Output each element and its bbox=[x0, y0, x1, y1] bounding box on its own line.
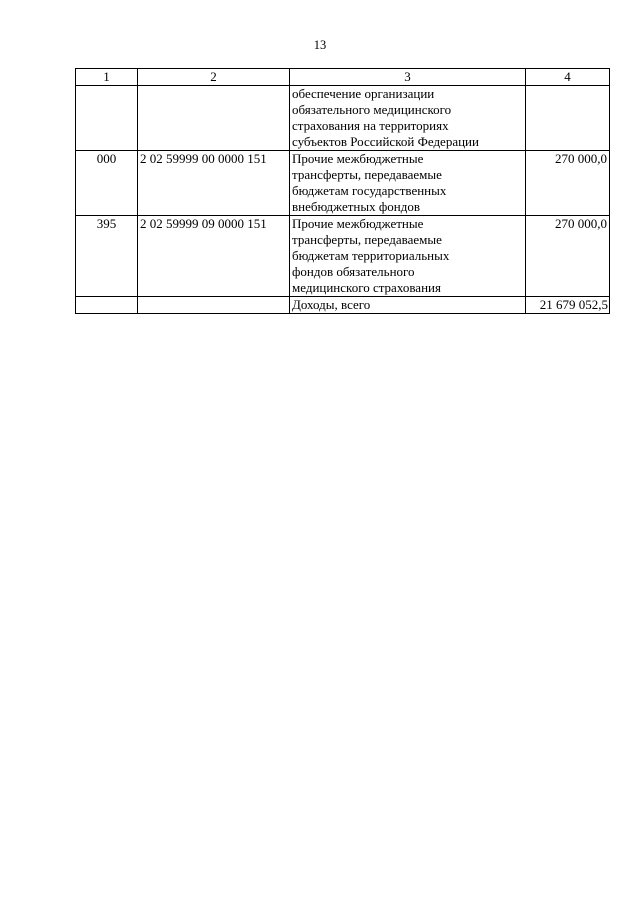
revenue-name-line: страхования на территориях bbox=[292, 118, 449, 133]
admin-code-cell bbox=[76, 297, 138, 314]
table-header-row bbox=[76, 69, 610, 86]
revenue-name-line: внебюджетных фондов bbox=[292, 199, 420, 214]
revenue-name-line: обязательного медицинского bbox=[292, 102, 452, 117]
table-row bbox=[76, 86, 610, 151]
budget-classification-code-cell: 2 02 59999 09 0000 151 bbox=[138, 216, 290, 297]
revenue-name-line: трансферты, передаваемые bbox=[292, 167, 442, 182]
revenue-name-line: Прочие межбюджетные bbox=[292, 151, 424, 166]
column-header: 2 bbox=[138, 69, 290, 86]
revenue-name-line: трансферты, передаваемые bbox=[292, 232, 442, 247]
amount-cell bbox=[526, 86, 610, 151]
amount-cell: 270 000,0 bbox=[526, 216, 610, 297]
budget-classification-code-cell bbox=[138, 86, 290, 151]
column-header: 1 bbox=[76, 69, 138, 86]
revenue-name-line: субъектов Российской Федерации bbox=[292, 134, 479, 149]
column-header: 4 bbox=[526, 69, 610, 86]
budget-classification-code-cell bbox=[138, 297, 290, 314]
revenue-name-line: медицинского страхования bbox=[292, 280, 441, 295]
revenue-name-line: обеспечение организации bbox=[292, 86, 435, 101]
amount-cell: 270 000,0 bbox=[526, 151, 610, 216]
revenue-name-cell bbox=[290, 151, 526, 216]
page-number: 13 bbox=[313, 38, 327, 52]
revenue-name-line: Прочие межбюджетные bbox=[292, 216, 424, 231]
revenue-name-cell bbox=[290, 216, 526, 297]
total-row bbox=[76, 297, 610, 314]
column-header: 3 bbox=[290, 69, 526, 86]
table-row bbox=[76, 216, 610, 297]
revenue-name-line: бюджетам государственных bbox=[292, 183, 447, 198]
admin-code-cell: 000 bbox=[76, 151, 138, 216]
total-label: Доходы, всего bbox=[292, 297, 371, 312]
total-label-cell bbox=[290, 297, 526, 314]
admin-code-cell: 395 bbox=[76, 216, 138, 297]
table-row bbox=[76, 151, 610, 216]
budget-revenue-table bbox=[75, 68, 610, 314]
budget-classification-code-cell: 2 02 59999 00 0000 151 bbox=[138, 151, 290, 216]
revenue-name-line: бюджетам территориальных bbox=[292, 248, 450, 263]
admin-code-cell bbox=[76, 86, 138, 151]
revenue-name-cell bbox=[290, 86, 526, 151]
total-amount-cell: 21 679 052,5 bbox=[526, 297, 610, 314]
revenue-name-line: фондов обязательного bbox=[292, 264, 415, 279]
